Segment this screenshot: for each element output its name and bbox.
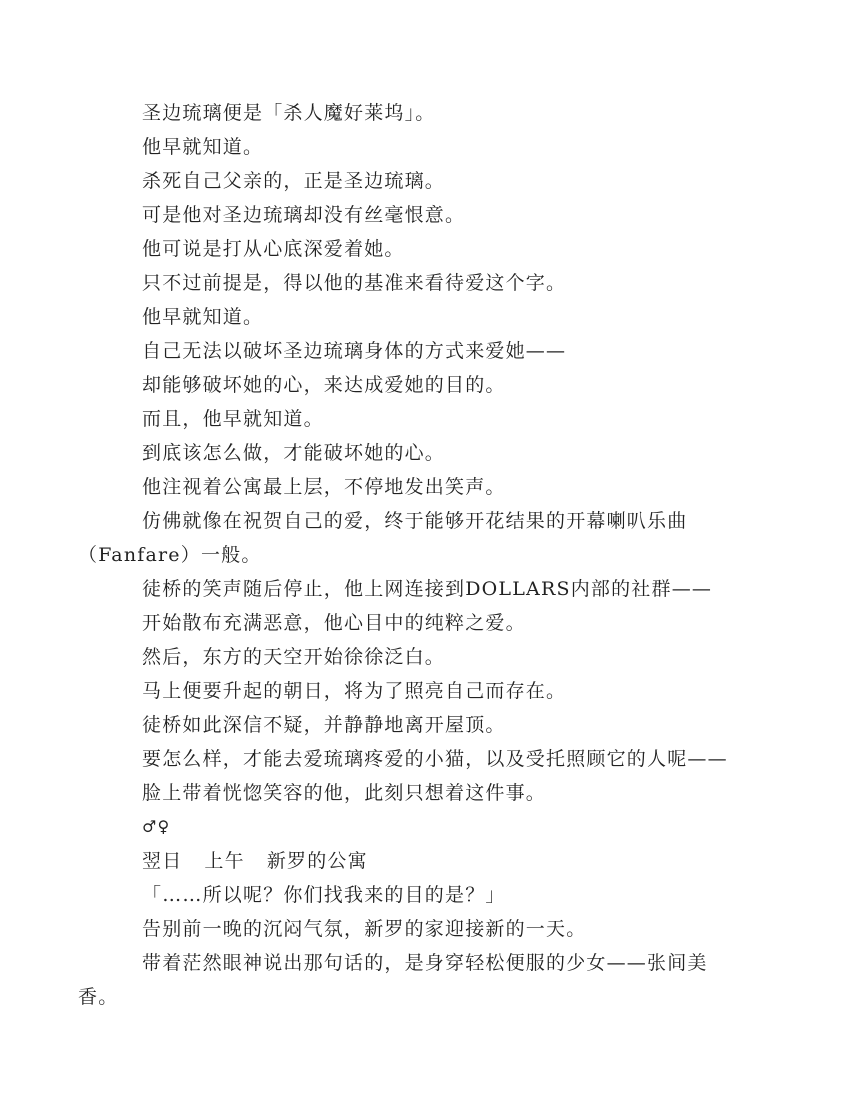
scene-heading [110, 844, 750, 878]
paragraph: 他可说是打从心底深爱着她。 [142, 238, 405, 260]
paragraph: 自己无法以破坏圣边琉璃身体的方式来爱她—— [142, 340, 567, 362]
paragraph: 徒桥的笑声随后停止，他上网连接到DOLLARS内部的社群—— [142, 578, 713, 600]
paragraph: 要怎么样，才能去爱琉璃疼爱的小猫，以及受托照顾它的人呢—— [142, 748, 728, 770]
paragraph-line: 仿佛就像在祝贺自己的爱，终于能够开花结果的开幕喇叭乐曲 [142, 510, 688, 532]
dialogue-line: 「……所以呢？你们找我来的目的是？」 [142, 884, 506, 906]
paragraph: 他早就知道。 [142, 306, 264, 328]
paragraph-multiline [78, 946, 750, 1014]
paragraph: 然后，东方的天空开始徐徐泛白。 [142, 646, 446, 668]
novel-text [78, 96, 750, 1014]
paragraph: 可是他对圣边琉璃却没有丝毫恨意。 [142, 204, 466, 226]
paragraph: 到底该怎么做，才能破坏她的心。 [142, 442, 446, 464]
paragraph: 而且，他早就知道。 [142, 408, 324, 430]
paragraph-line: 带着茫然眼神说出那句话的，是身穿轻松便服的少女——张间美 [142, 952, 708, 974]
paragraph-line: 香。 [78, 986, 119, 1008]
paragraph: 徒桥如此深信不疑，并静静地离开屋顶。 [142, 714, 506, 736]
paragraph-line: （Fanfare）一般。 [78, 544, 262, 566]
paragraph: 他注视着公寓最上层，不停地发出笑声。 [142, 476, 506, 498]
paragraph-multiline [78, 504, 750, 572]
scene-day: 翌日 [142, 850, 183, 872]
paragraph: 告别前一晚的沉闷气氛，新罗的家迎接新的一天。 [142, 918, 587, 940]
paragraph: 圣边琉璃便是「杀人魔好莱坞」。 [142, 102, 436, 124]
paragraph: 杀死自己父亲的，正是圣边琉璃。 [142, 170, 446, 192]
scene-place: 新罗的公寓 [266, 850, 368, 872]
scene-time: 上午 [204, 850, 245, 872]
paragraph: 脸上带着恍惚笑容的他，此刻只想着这件事。 [142, 782, 547, 804]
paragraph: 马上便要升起的朝日，将为了照亮自己而存在。 [142, 680, 567, 702]
paragraph: 他早就知道。 [142, 136, 264, 158]
scene-break-symbol: ♂♀ [142, 817, 171, 836]
paragraph: 却能够破坏她的心，来达成爱她的目的。 [142, 374, 506, 396]
paragraph: 只不过前提是，得以他的基准来看待爱这个字。 [142, 272, 567, 294]
paragraph: 开始散布充满恶意，他心目中的纯粹之爱。 [142, 612, 526, 634]
